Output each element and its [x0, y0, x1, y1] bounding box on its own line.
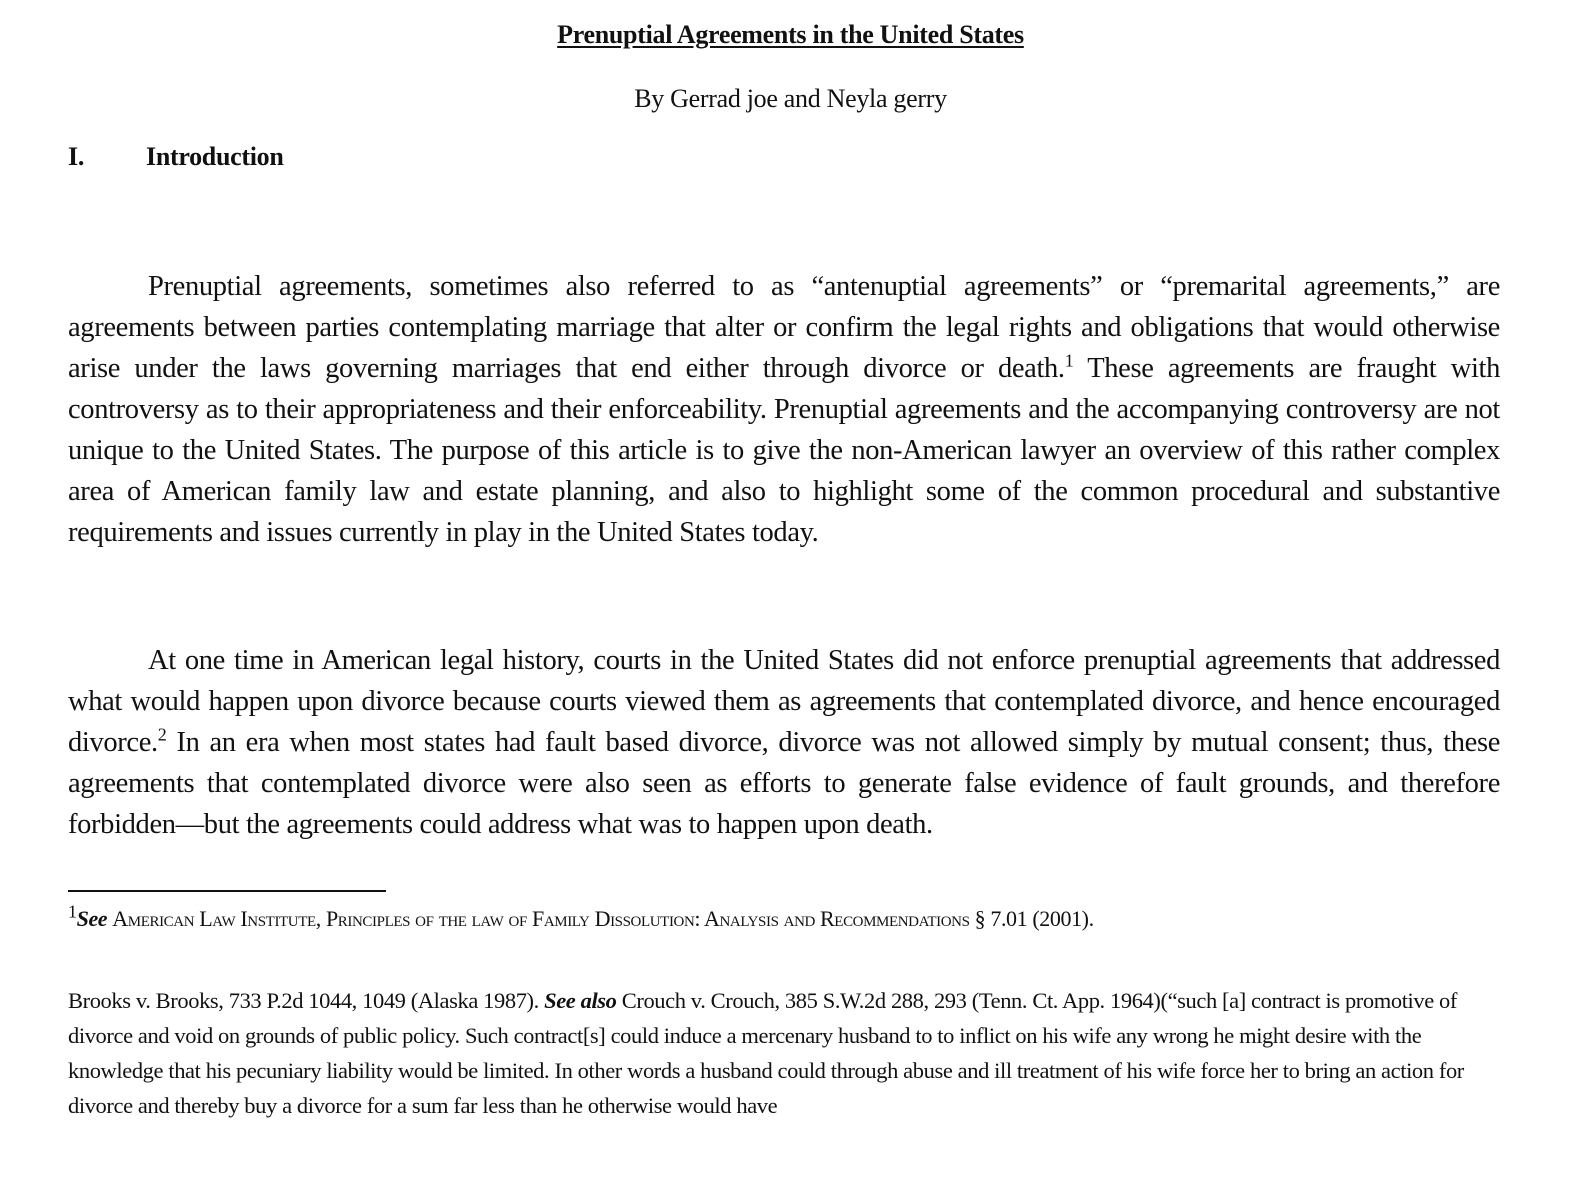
- paragraph-1-text: Prenuptial agreements, sometimes also referred to as “antenuptial agreements” or “premarital agreements,” are agreements between parties contemplating marriage that alter or confirm the legal rights and obligations that would otherwise arise under the laws governing marriages that end either through divorce or death.: [68, 271, 1500, 384]
- footnote-ref-1: 1: [1064, 350, 1074, 371]
- footnote-2-signal: See also: [544, 988, 617, 1013]
- paragraph-1: [68, 266, 1500, 553]
- paragraph-2: [68, 640, 1500, 845]
- footnote-1-number: 1: [68, 901, 77, 922]
- footnote-1: [68, 902, 1094, 936]
- paragraph-2-text-continued: In an era when most states had fault based divorce, divorce was not allowed simply by mutual consent; thus, these agreements that contemplated divorce were also seen as efforts to generate false evidence of fault grounds, and therefore forbidden—but the agreements could address what was to happen upon death.: [68, 727, 1500, 840]
- footnote-1-source: American Law Institute, Principles of the law of Family Dissolution: Analysis and Recommendations: [112, 906, 970, 931]
- paragraph-1-text-continued: These agreements are fraught with controversy as to their appropriateness and their enforceability. Prenuptial agreements and the accompanying controversy are not unique to the United States. The purpose of this article is to give the non-American lawyer an overview of this rather complex area of American family law and estate planning, and also to highlight some of the common procedural and substantive requirements and issues currently in play in the United States today.: [68, 353, 1500, 548]
- section-number: I.: [68, 142, 85, 171]
- footnote-2: [68, 983, 1493, 1123]
- section-heading: [68, 142, 284, 172]
- author-byline: By Gerrad joe and Neyla gerry: [634, 84, 947, 113]
- section-title: Introduction: [146, 142, 284, 171]
- footnote-ref-2: 2: [157, 724, 167, 745]
- footnote-2-text: Crouch v. Crouch, 385 S.W.2d 288, 293 (Tenn. Ct. App. 1964)(“such [a] contract is promotive of divorce and void on grounds of public policy. Such contract[s] could induce a mercenary husband to to inflict on his wife any wrong he might desire with the knowledge that his pecuniary liability would be limited. In other words a husband could through abuse and ill treatment of his wife force her to bring an action for divorce and thereby buy a divorce for a sum far less than he otherwise would have: [68, 988, 1464, 1118]
- footnote-1-citation: § 7.01 (2001).: [969, 906, 1094, 931]
- footnote-1-signal: See: [76, 906, 108, 931]
- paragraph-2-text: At one time in American legal history, courts in the United States did not enforce prenuptial agreements that addressed what would happen upon divorce because courts viewed them as agreements that contemplated divorce, and hence encouraged divorce.: [68, 645, 1500, 758]
- document-title: Prenuptial Agreements in the United States: [557, 20, 1024, 49]
- footnote-2-case: Brooks v. Brooks, 733 P.2d 1044, 1049 (Alaska 1987).: [68, 988, 545, 1013]
- footnote-separator: [68, 890, 386, 892]
